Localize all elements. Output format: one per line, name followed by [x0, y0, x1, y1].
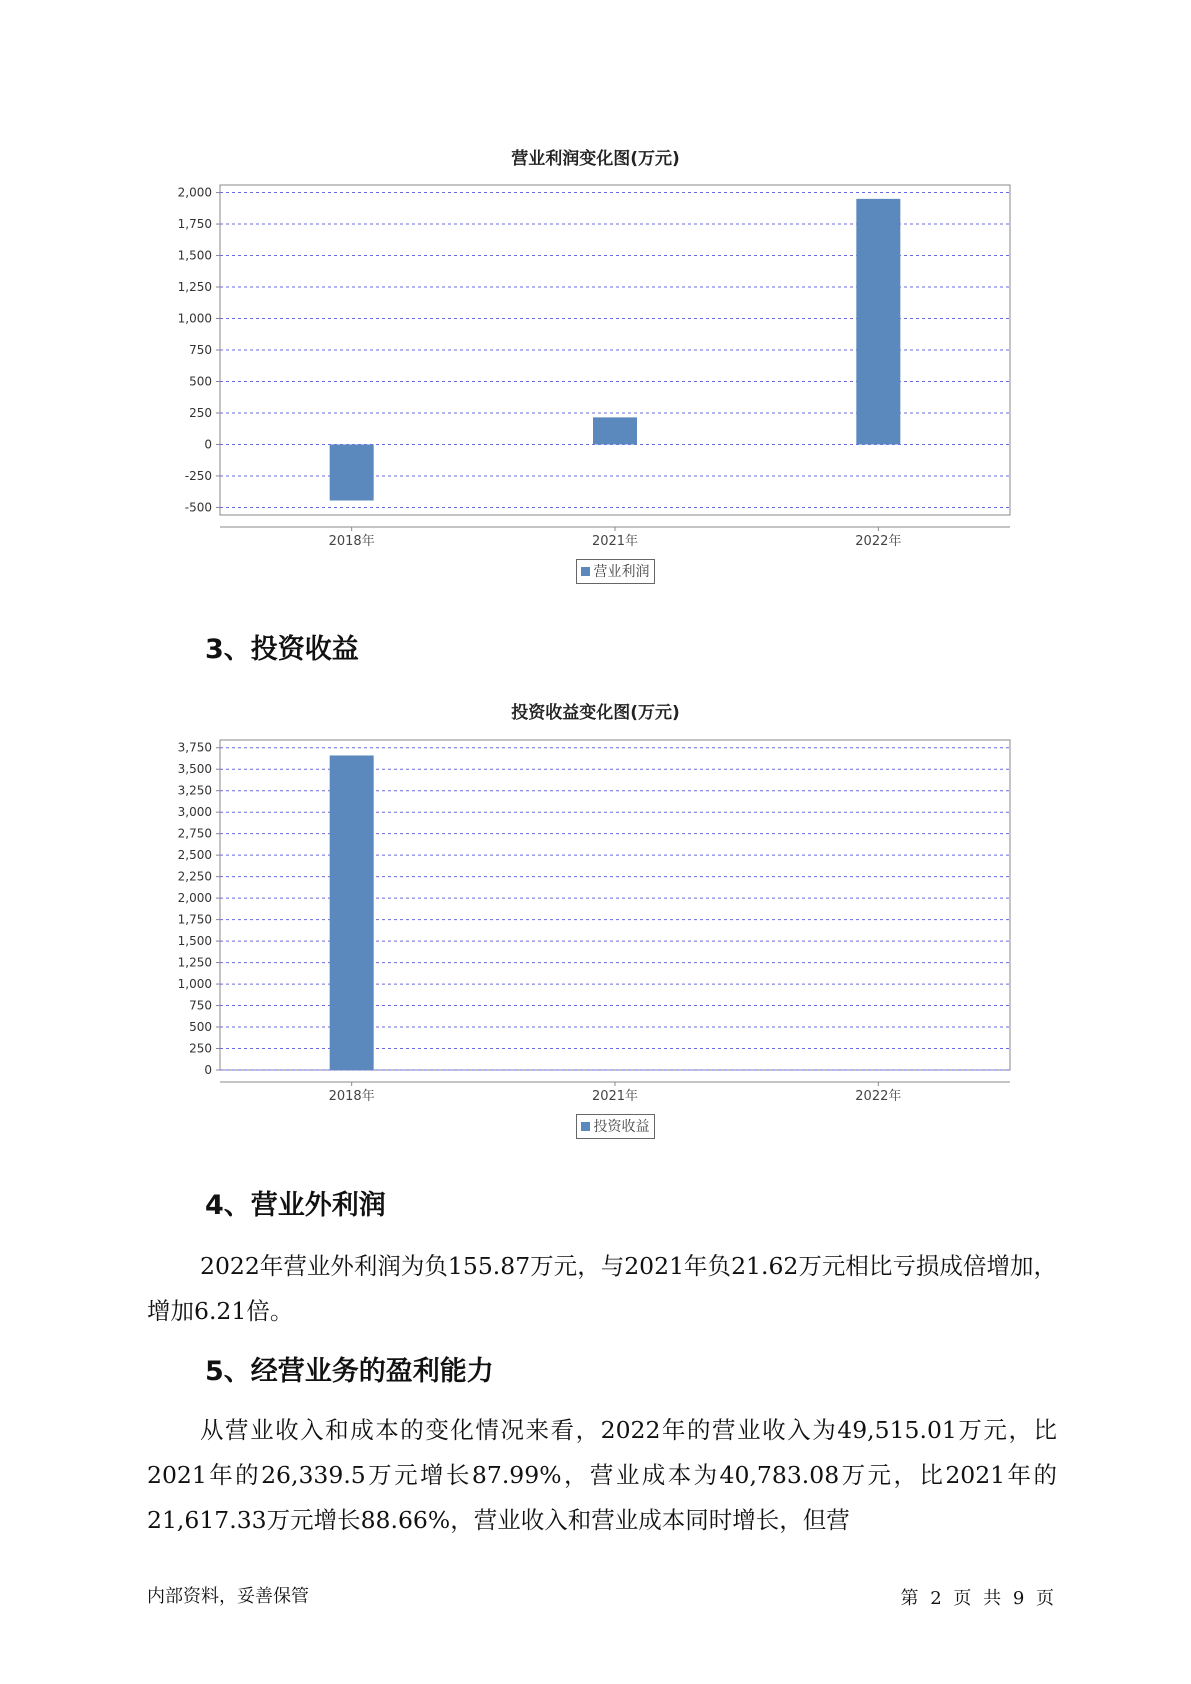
chart-title-investment-income: 投资收益变化图(万元): [511, 703, 680, 723]
y-tick-label: 1,750: [177, 912, 212, 927]
y-tick-label: 1,750: [177, 217, 212, 232]
chart-title-operating-profit: 营业利润变化图(万元): [511, 149, 680, 169]
bar-2021年: [593, 417, 637, 444]
x-tick-label: 2021年: [591, 1089, 639, 1104]
y-tick-label: 1,250: [177, 280, 212, 295]
y-tick-label: -250: [184, 468, 212, 483]
footer-confidential: 内部资料，妥善保管: [147, 1586, 309, 1607]
legend-swatch: [581, 567, 590, 576]
y-tick-label: 2,000: [177, 185, 212, 200]
y-tick-label: 1,500: [177, 248, 212, 263]
y-tick-label: 1,500: [177, 934, 212, 949]
y-tick-label: 3,000: [177, 805, 212, 820]
y-tick-label: 750: [189, 998, 212, 1013]
bar-2022年: [856, 199, 900, 445]
x-tick-label: 2021年: [591, 534, 639, 549]
paragraph-profitability: 从营业收入和成本的变化情况来看，2022年的营业收入为49,515.01万元，比2021年的26,339.5万元增长87.99%，营业成本为40,783.08万元，比2021年的21,617.33万元增长88.66%，营业收入和营业成本同时增长，但营: [147, 1416, 1057, 1534]
section-heading-non-operating: 4、营业外利润: [205, 1190, 386, 1221]
legend-label: 营业利润: [593, 564, 650, 580]
y-tick-label: 2,250: [177, 869, 212, 884]
y-tick-label: -500: [184, 500, 212, 515]
y-tick-label: 0: [204, 437, 212, 452]
chart-legend-investment-income: [576, 1114, 655, 1139]
y-tick-label: 2,750: [177, 826, 212, 841]
y-tick-label: 2,500: [177, 848, 212, 863]
y-tick-label: 500: [189, 374, 212, 389]
operating-profit-chart: [0, 170, 1191, 550]
y-tick-label: 500: [189, 1020, 212, 1035]
y-tick-label: 3,750: [177, 740, 212, 755]
section-heading-profitability: 5、经营业务的盈利能力: [205, 1356, 494, 1387]
y-tick-label: 3,500: [177, 762, 212, 777]
x-tick-label: 2022年: [855, 534, 902, 549]
x-tick-label: 2018年: [328, 1089, 375, 1104]
y-tick-label: 1,000: [177, 977, 212, 992]
x-tick-label: 2022年: [855, 1089, 902, 1104]
y-tick-label: 0: [204, 1063, 212, 1077]
footer-page-number: 第 2 页 共 9 页: [900, 1588, 1054, 1609]
legend-label: 投资收益: [593, 1119, 650, 1135]
investment-income-chart: [0, 725, 1191, 1105]
y-tick-label: 1,000: [177, 311, 212, 326]
legend-swatch: [581, 1122, 590, 1131]
y-tick-label: 750: [189, 343, 212, 357]
bar-2018年: [330, 755, 374, 1070]
y-tick-label: 250: [189, 1041, 212, 1056]
chart-legend-operating-profit: [576, 559, 655, 584]
y-tick-label: 3,250: [177, 783, 212, 798]
paragraph-non-operating: 2022年营业外利润为负155.87万元，与2021年负21.62万元相比亏损成倍增加，增加6.21倍。: [147, 1252, 1057, 1325]
x-tick-label: 2018年: [328, 534, 375, 549]
y-tick-label: 250: [189, 405, 212, 420]
bar-2018年: [330, 444, 374, 500]
section-heading-investment: 3、投资收益: [205, 634, 359, 665]
y-tick-label: 1,250: [177, 955, 212, 970]
y-tick-label: 2,000: [177, 891, 212, 906]
